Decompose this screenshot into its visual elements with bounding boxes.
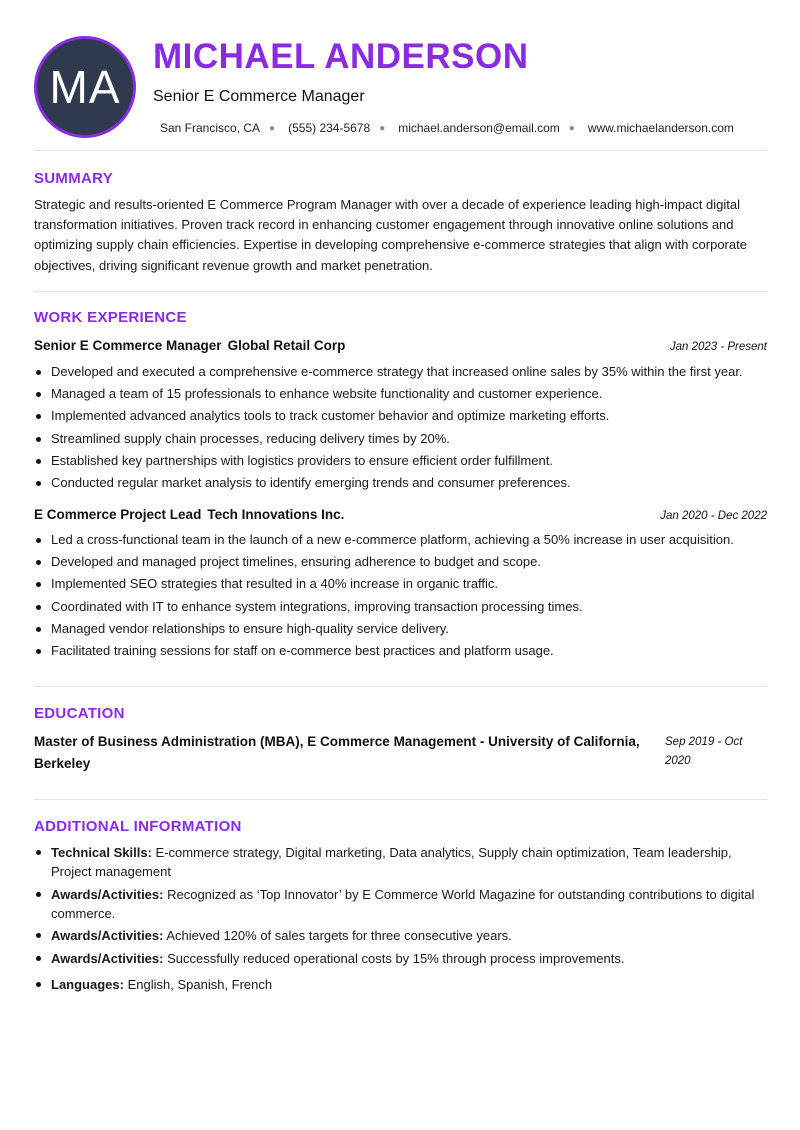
list-item: Managed a team of 15 professionals to enhance website functionality and customer experience. <box>34 383 774 405</box>
job-title: E Commerce Project Lead <box>34 507 202 522</box>
job-title: Senior E Commerce Manager <box>34 338 222 353</box>
job-company: Global Retail Corp <box>227 338 346 353</box>
job-company: Tech Innovations Inc. <box>207 507 345 522</box>
list-item: Developed and executed a comprehensive e-commerce strategy that increased online sales by 35% within the first year. <box>34 361 774 383</box>
list-item: Streamlined supply chain processes, reducing delivery times by 20%. <box>34 428 774 450</box>
item-text: E-commerce strategy, Digital marketing, Data analytics, Supply chain optimization, Team leadership, Project management <box>51 845 732 879</box>
contact-phone: (555) 234-5678 <box>288 121 371 135</box>
job-dates: Jan 2020 - Dec 2022 <box>660 510 767 522</box>
summary-text: Strategic and results-oriented E Commerce Program Manager with over a decade of experience leading high-impact digital transformation initiatives. Proven track record in enhancing customer engagement through innovative online solutions and optimizing supply chain efficiencies. Expertise in developing comprehensive e-commerce strategies that align with corporate objectives, driving significant revenue growth and market penetration. <box>34 197 747 273</box>
education-degree: Master of Business Administration (MBA), E Commerce Management - University of California, Berkeley <box>34 734 640 771</box>
list-item <box>34 926 764 945</box>
list-item: Coordinated with IT to enhance system integrations, improving transaction processing times. <box>34 596 774 618</box>
languages-label: Languages: <box>51 976 124 992</box>
avatar-initials: MA <box>49 61 121 113</box>
additional-heading: ADDITIONAL INFORMATION <box>34 818 242 835</box>
list-item <box>34 975 764 994</box>
list-item: Developed and managed project timelines, ensuring adherence to budget and scope. <box>34 551 774 573</box>
separator-dot-icon: ● <box>568 122 575 134</box>
item-label: Awards/Activities: <box>51 886 164 902</box>
section-divider <box>34 799 767 800</box>
languages-text: English, Spanish, French <box>127 976 273 992</box>
job-title-line <box>34 338 345 353</box>
education-dates: Sep 2019 - Oct 2020 <box>665 736 743 767</box>
education-heading: EDUCATION <box>34 705 125 722</box>
item-text: Successfully reduced operational costs by 15% through process improvements. <box>167 950 625 966</box>
item-text: Recognized as ‘Top Innovator’ by E Commerce World Magazine for outstanding contributions to digital commerce. <box>51 886 755 921</box>
separator-dot-icon: ● <box>269 122 276 134</box>
separator-dot-icon: ● <box>379 122 386 134</box>
item-label: Awards/Activities: <box>51 950 164 966</box>
list-item <box>34 885 764 923</box>
section-divider <box>34 686 767 687</box>
contact-location: San Francisco, CA <box>160 121 261 135</box>
job-dates: Jan 2023 - Present <box>669 341 767 353</box>
job-bullets <box>34 529 774 662</box>
list-item <box>34 843 764 881</box>
list-item: Led a cross-functional team in the launch of a new e-commerce platform, achieving a 50% increase in user acquisition. <box>34 529 774 551</box>
job-header <box>34 338 767 353</box>
candidate-title: Senior E Commerce Manager <box>153 88 365 105</box>
contact-email[interactable]: michael.anderson@email.com <box>398 121 560 135</box>
list-item: Implemented advanced analytics tools to track customer behavior and optimize marketing efforts. <box>34 405 774 427</box>
list-item: Conducted regular market analysis to identify emerging trends and consumer preferences. <box>34 472 774 494</box>
summary-heading: SUMMARY <box>34 170 114 187</box>
item-text: Achieved 120% of sales targets for three consecutive years. <box>166 928 512 943</box>
job-title-line <box>34 507 344 522</box>
additional-list <box>34 843 764 997</box>
list-item: Managed vendor relationships to ensure high-quality service delivery. <box>34 618 774 640</box>
contact-line <box>160 121 734 135</box>
list-item <box>34 949 764 968</box>
job-header <box>34 507 767 522</box>
list-item: Facilitated training sessions for staff on e-commerce best practices and platform usage. <box>34 640 774 662</box>
avatar <box>34 36 136 138</box>
section-divider <box>34 291 767 292</box>
contact-website[interactable]: www.michaelanderson.com <box>587 121 734 135</box>
job-bullets <box>34 361 774 494</box>
list-item: Established key partnerships with logistics providers to ensure efficient order fulfillment. <box>34 450 774 472</box>
item-label: Awards/Activities: <box>51 928 164 943</box>
list-item: Implemented SEO strategies that resulted in a 40% increase in organic traffic. <box>34 573 774 595</box>
item-label: Technical Skills: <box>51 845 152 860</box>
experience-heading: WORK EXPERIENCE <box>34 309 187 326</box>
section-divider <box>34 150 767 151</box>
candidate-name: MICHAEL ANDERSON <box>153 37 529 76</box>
